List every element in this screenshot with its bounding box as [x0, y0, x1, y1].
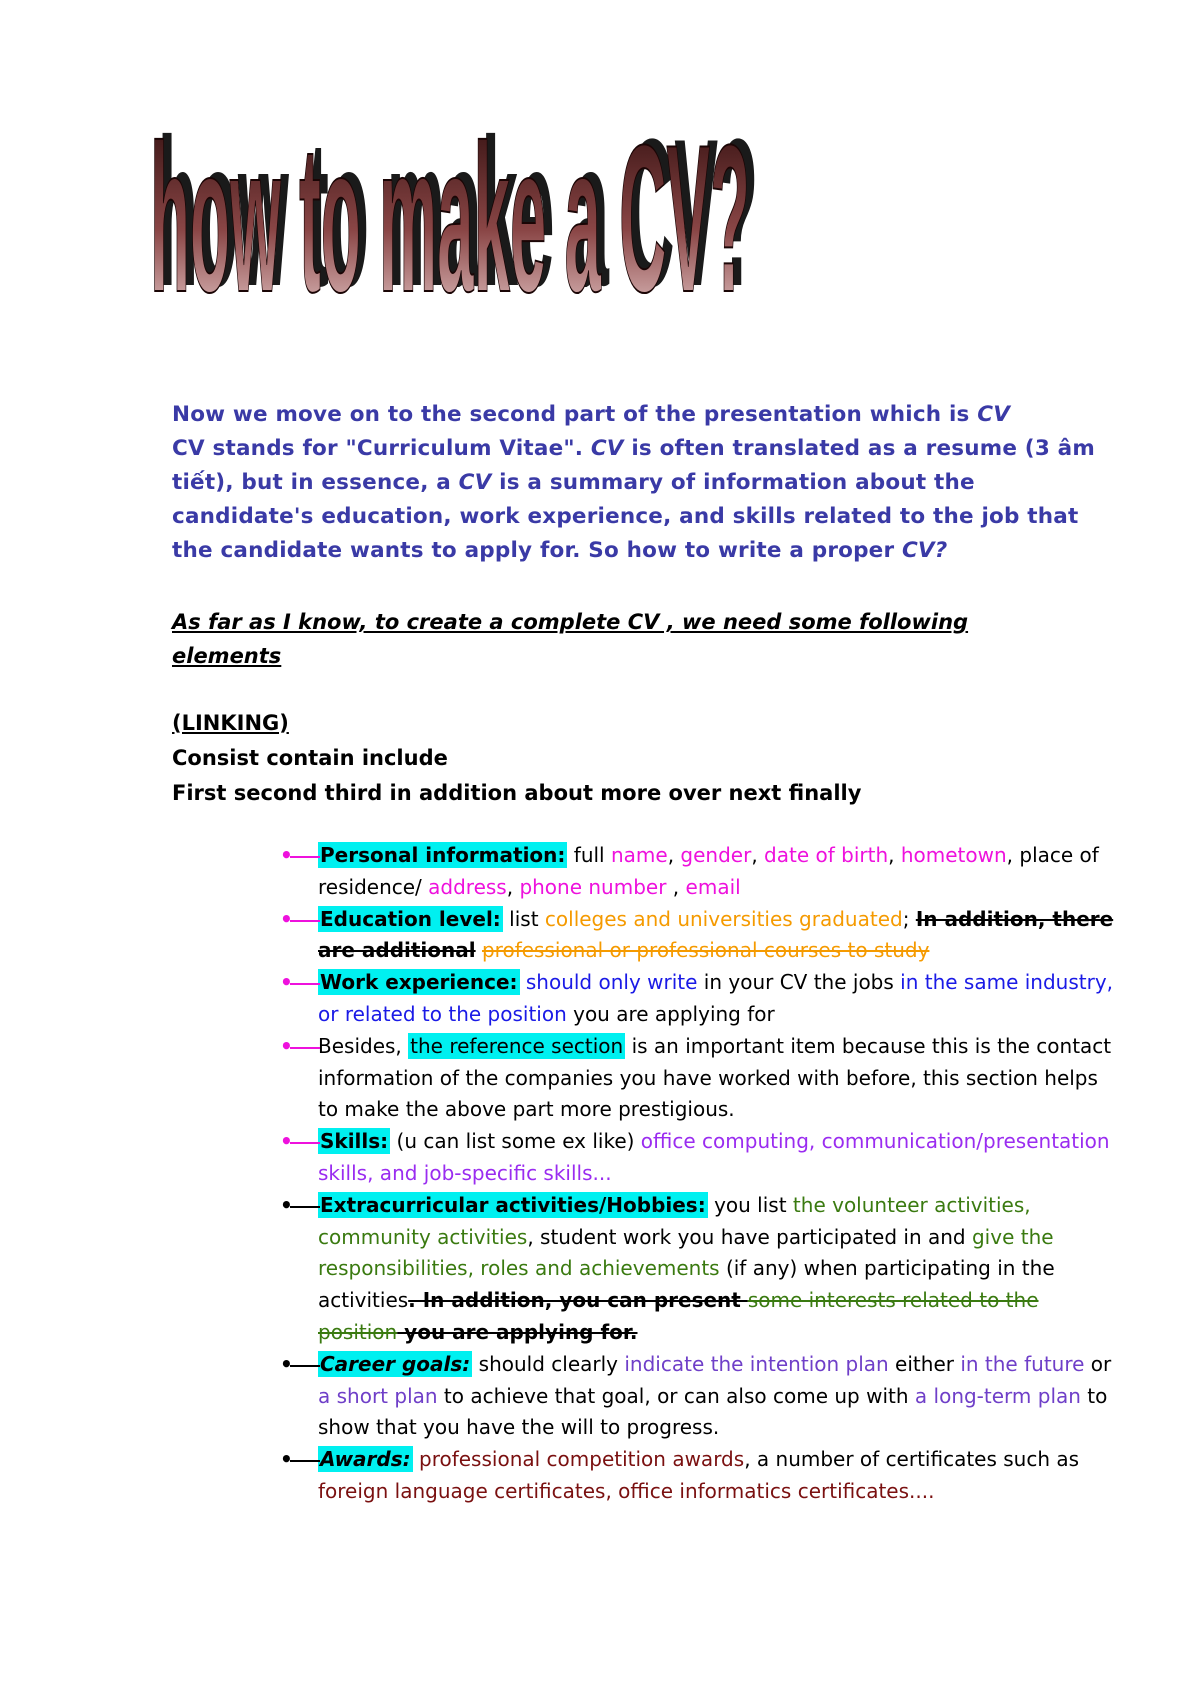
intro-text: [172, 398, 1112, 568]
item-label: Extracurricular activities/Hobbies:: [320, 1192, 706, 1217]
list-item-extracurricular: • Extracurricular activities/Hobbies: you list the volunteer activities, community activities, student work you have participated in and give the responsibilities, roles and achievements (if any) when participating in the activities. In addition, you can present some interests related to the position you are applying for.: [280, 1190, 1120, 1349]
linking-line-3: First second third in addition about more over next finally: [172, 781, 862, 805]
bullet-icon: •: [280, 1444, 293, 1476]
bullet-icon: •: [280, 1126, 293, 1158]
item-label: Work experience:: [320, 970, 518, 995]
list-item-besides: • Besides, the reference section is an important item because this is the contact information of the companies you have worked with before, this section helps to make the above part more prestigious.: [280, 1031, 1120, 1126]
list-item-skills: • Skills: (u can list some ex like) office computing, communication/presentation skills, and job-specific skills...: [280, 1126, 1120, 1190]
title-wordart-shadow: how to make a CV?: [158, 96, 758, 316]
bullet-icon: •: [280, 1031, 293, 1063]
linking-words: [172, 706, 1072, 811]
bullet-icon: •: [280, 1349, 293, 1381]
item-label: Career goals:: [320, 1351, 471, 1376]
title-wordart-face: how to make a CV?: [150, 101, 750, 316]
bullet-icon: •: [280, 840, 293, 872]
item-label: Skills:: [320, 1129, 389, 1154]
title-wordart: [150, 96, 770, 316]
list-item-career: • Career goals: should clearly indicate the intention plan either in the future or a short plan to achieve that goal, or can also come up with a long-term plan to show that you have the will to progress.: [280, 1349, 1120, 1444]
item-label: Education level:: [320, 906, 501, 931]
linking-line-2: Consist contain include: [172, 746, 448, 770]
list-item-work: • Work experience: should only write in your CV the jobs in the same industry, or related to the position you are applying for: [280, 967, 1120, 1031]
intro-paragraph: CV stands for "Curriculum Vitae". CV is often translated as a resume (3 âm tiết), but in essence, a CV is a summary of information about the candidate's education, work experience, and skills related to the job that the candidate wants to apply for. So how to write a proper CV?: [172, 436, 1095, 563]
list-item-personal: • Personal information: full name, gender, date of birth, hometown, place of residence/ address, phone number , email: [280, 840, 1120, 904]
item-label: Awards:: [320, 1447, 411, 1472]
intro-line-1: Now we move on to the second part of the presentation which is CV: [172, 402, 1011, 427]
item-label: the reference section: [410, 1033, 624, 1058]
bullet-icon: •: [280, 904, 293, 936]
list-item-awards: • Awards: professional competition awards, a number of certificates such as foreign language certificates, office informatics certificates....: [280, 1444, 1120, 1508]
item-label: Personal information:: [320, 843, 566, 867]
section-heading: As far as I know, to create a complete CV , we need some following elements: [172, 610, 969, 668]
bullet-icon: •: [280, 967, 293, 999]
cv-elements-list: [280, 840, 1120, 1508]
bullet-icon: •: [280, 1190, 293, 1222]
linking-tag: (LINKING): [172, 711, 289, 735]
list-item-education: • Education level: list colleges and universities graduated; In addition, there are additional professional or professional courses to study: [280, 904, 1120, 968]
